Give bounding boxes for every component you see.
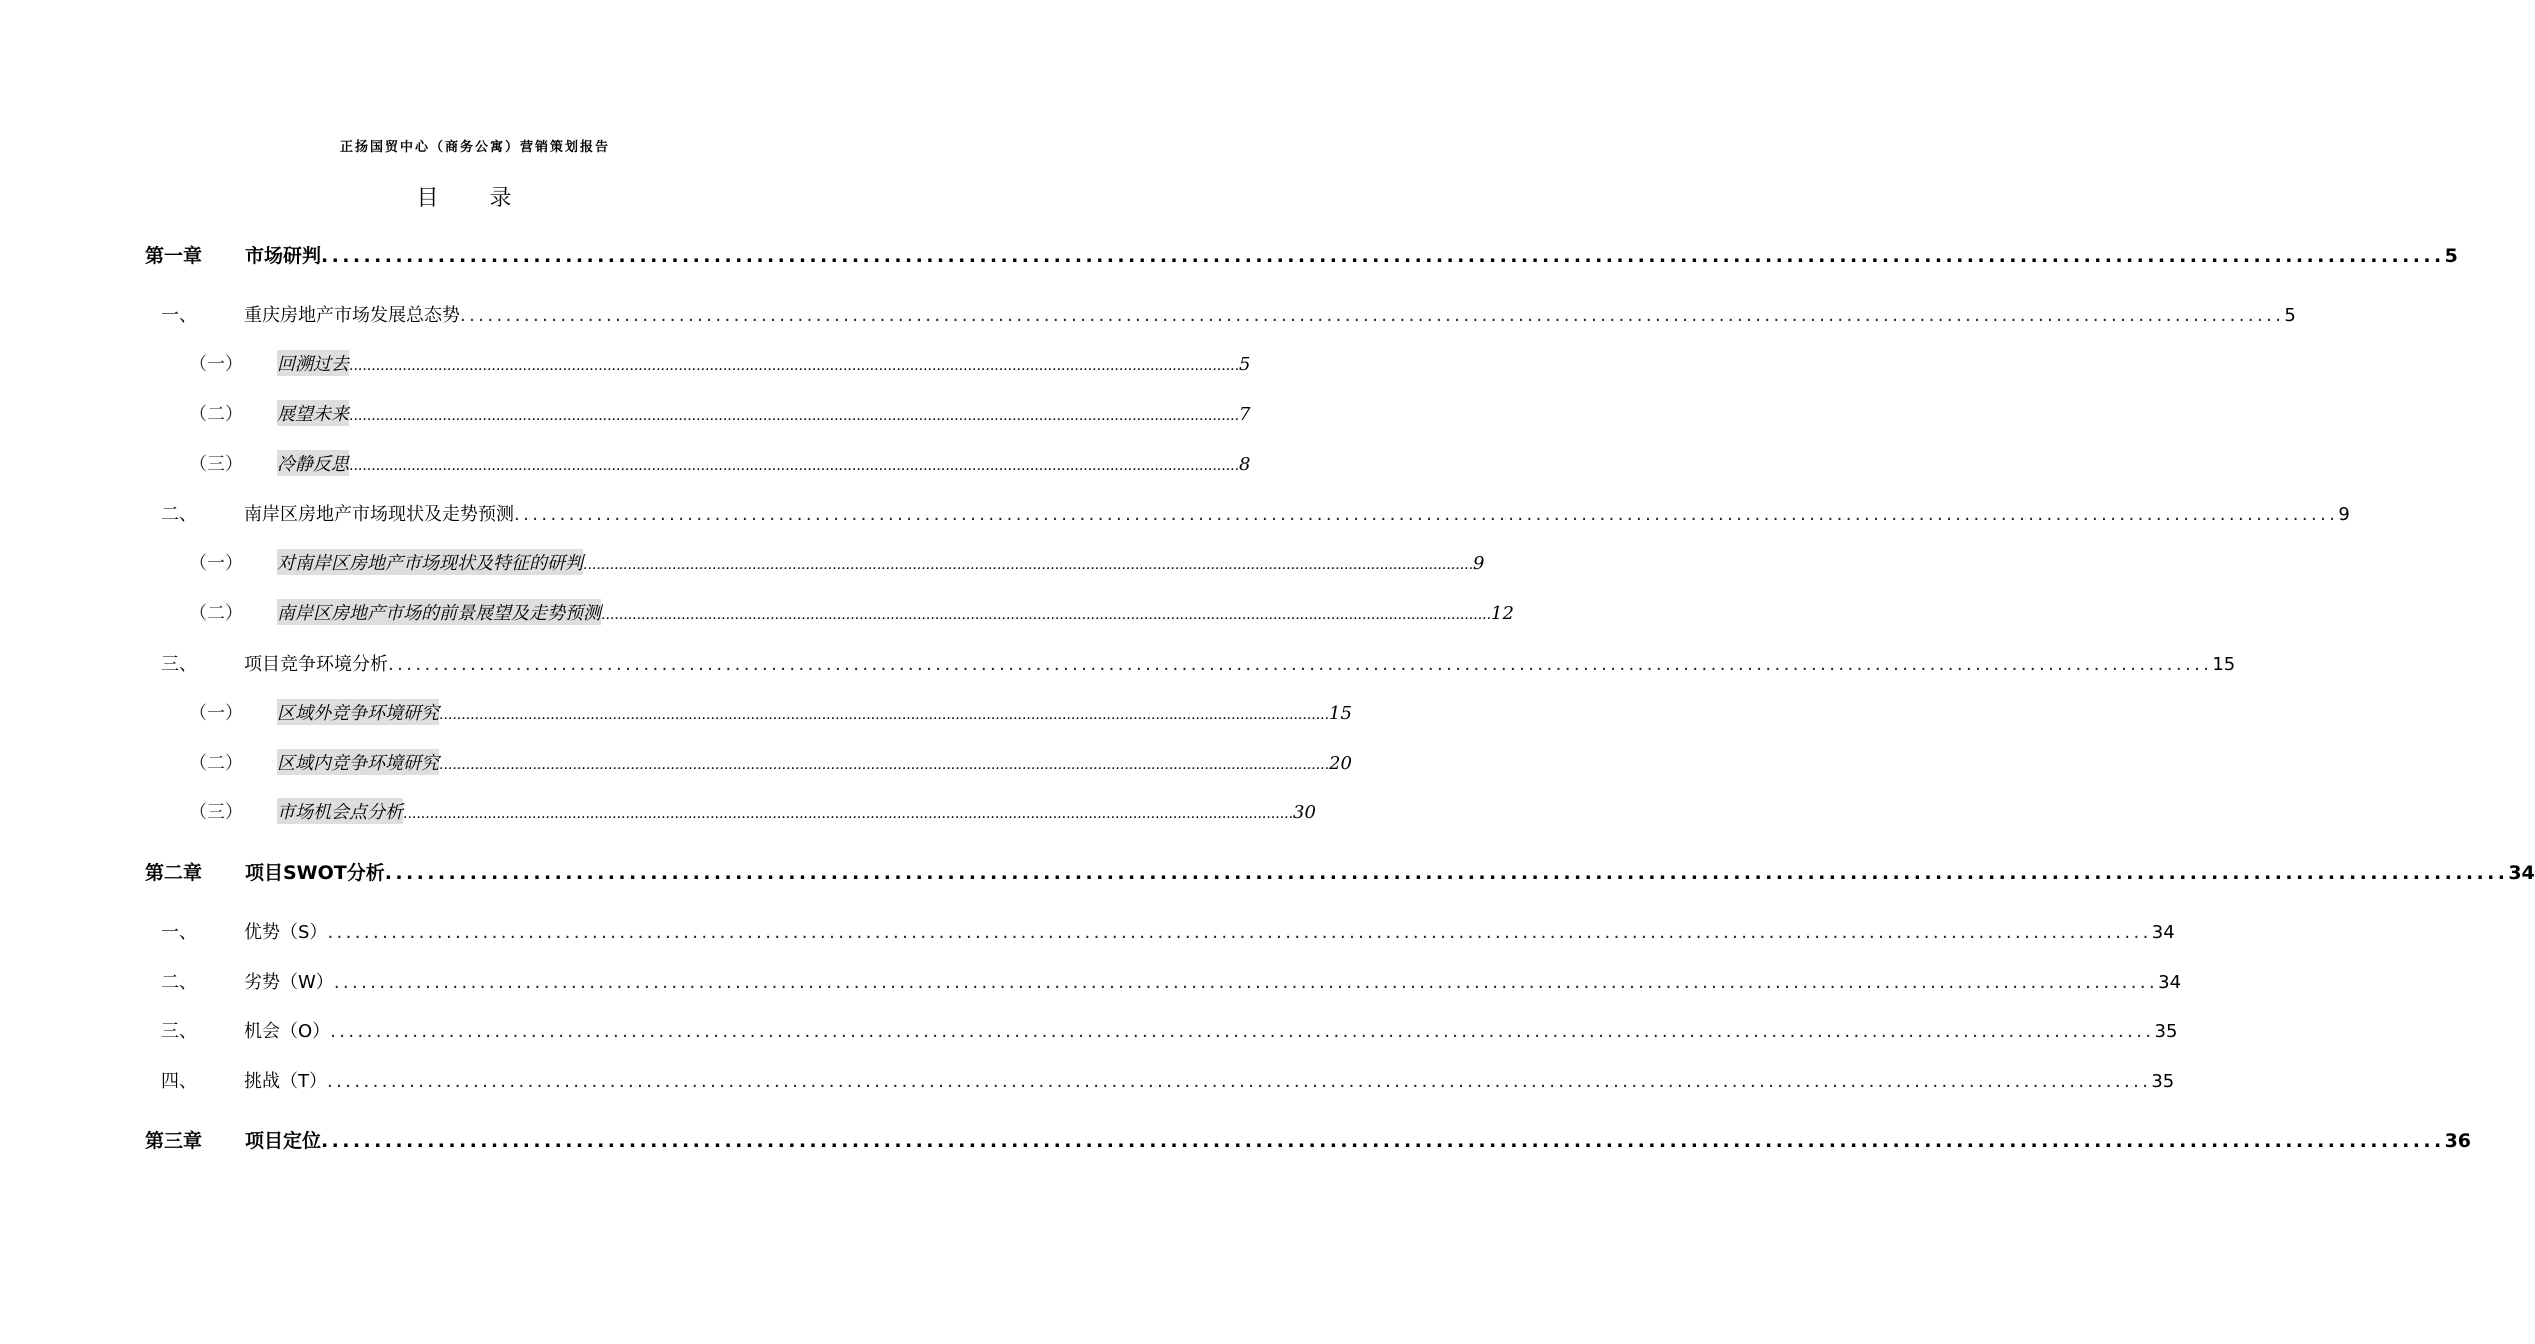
toc-entry-page: 5 — [2284, 305, 2296, 326]
toc-entry-page: 7 — [1239, 404, 1251, 425]
toc-entry-title: 项目SWOT分析 — [245, 862, 385, 884]
toc-entry-number: （二） — [189, 753, 243, 774]
toc-entry-number: （一） — [189, 553, 243, 574]
toc-dot-leader: ........................................................................................................................................................................................................ — [384, 862, 2509, 884]
toc-entry-section[interactable] — [145, 1067, 2175, 1093]
toc-entry-title: 南岸区房地产市场的前景展望及走势预测 — [277, 599, 601, 625]
toc-entry-subsection[interactable] — [145, 400, 1251, 426]
toc-entry-number: （二） — [189, 603, 243, 624]
toc-entry-subsection[interactable] — [145, 549, 1485, 575]
toc-dot-leader: ........................................................................................................................................................................................................ — [327, 922, 2152, 943]
toc-entry-number: 三、 — [161, 654, 197, 675]
toc-dot-leader: ........................................................................................................................................................................................................ — [327, 1071, 2152, 1092]
toc-entry-number: （三） — [189, 454, 243, 475]
toc-entry-page: 35 — [2154, 1021, 2178, 1042]
toc-entry-page: 9 — [2338, 504, 2350, 525]
toc-entry-title: 优势（S） — [244, 922, 328, 943]
toc-entry-page: 34 — [2151, 922, 2175, 943]
toc-dot-leader: ........................................................................................................................................................................................................ — [439, 707, 1330, 723]
toc-entry-title: 劣势（W） — [244, 972, 334, 993]
toc-entry-number: （三） — [189, 802, 243, 823]
toc-entry-page: 34 — [2508, 862, 2535, 884]
toc-entry-title: 重庆房地产市场发展总态势 — [244, 305, 460, 326]
toc-entry-page: 12 — [1491, 603, 1514, 624]
toc-entry-title: 项目竞争环境分析 — [244, 654, 388, 675]
toc-entry-subsection[interactable] — [145, 798, 1316, 824]
toc-dot-leader: ........................................................................................................................................................................................................ — [439, 757, 1330, 773]
document-header-title: 正扬国贸中心（商务公寓）营销策划报告 — [339, 140, 610, 155]
toc-entry-section[interactable] — [145, 1017, 2178, 1043]
toc-entry-section[interactable] — [145, 968, 2182, 994]
toc-dot-leader: ........................................................................................................................................................................................................ — [403, 806, 1294, 822]
toc-dot-leader: ........................................................................................................................................................................................................ — [514, 504, 2339, 525]
toc-dot-leader: ........................................................................................................................................................................................................ — [321, 245, 2445, 267]
toc-entry-title: 机会（O） — [244, 1021, 331, 1042]
toc-entry-number: 第三章 — [145, 1130, 203, 1152]
toc-entry-chapter-1[interactable] — [145, 241, 2458, 268]
toc-entry-chapter-2[interactable] — [145, 858, 2535, 885]
toc-dot-leader: ........................................................................................................................................................................................................ — [321, 1130, 2445, 1152]
toc-entry-section[interactable] — [145, 500, 2350, 526]
toc-entry-title: 对南岸区房地产市场现状及特征的研判 — [277, 549, 583, 575]
toc-dot-leader: ........................................................................................................................................................................................................ — [349, 408, 1240, 424]
toc-entry-section[interactable] — [145, 918, 2175, 944]
toc-entry-chapter-3[interactable] — [145, 1126, 2472, 1153]
toc-entry-number: 第一章 — [145, 245, 203, 267]
toc-entry-page: 9 — [1473, 553, 1485, 574]
toc-entry-subsection[interactable] — [145, 699, 1352, 725]
toc-entry-page: 15 — [2212, 654, 2236, 675]
toc-entry-subsection[interactable] — [145, 450, 1251, 476]
toc-entry-subsection[interactable] — [145, 599, 1514, 625]
toc-entry-title: 区域内竞争环境研究 — [277, 749, 439, 775]
toc-dot-leader: ........................................................................................................................................................................................................ — [601, 607, 1492, 623]
toc-entry-page: 36 — [2444, 1130, 2472, 1152]
toc-entry-title: 市场研判 — [245, 245, 322, 267]
toc-dot-leader: ........................................................................................................................................................................................................ — [349, 458, 1240, 474]
toc-heading: 目 录 — [416, 186, 534, 211]
toc-entry-page: 15 — [1329, 703, 1352, 724]
toc-entry-section[interactable] — [145, 301, 2296, 327]
toc-entry-subsection[interactable] — [145, 749, 1352, 775]
toc-entry-number: （二） — [189, 404, 243, 425]
toc-entry-page: 34 — [2158, 972, 2182, 993]
toc-entry-title: 项目定位 — [245, 1130, 322, 1152]
toc-entry-page: 30 — [1293, 802, 1316, 823]
toc-entry-title: 挑战（T） — [244, 1071, 327, 1092]
toc-entry-page: 35 — [2151, 1071, 2175, 1092]
toc-entry-number: 二、 — [161, 972, 197, 993]
toc-dot-leader: ........................................................................................................................................................................................................ — [460, 305, 2285, 326]
toc-dot-leader: ........................................................................................................................................................................................................ — [349, 358, 1240, 374]
toc-entry-page: 8 — [1239, 454, 1251, 475]
toc-entry-title: 市场机会点分析 — [277, 798, 403, 824]
toc-dot-leader: ........................................................................................................................................................................................................ — [333, 972, 2159, 993]
toc-entry-title: 冷静反思 — [277, 450, 349, 476]
toc-entry-page: 20 — [1329, 753, 1352, 774]
toc-entry-title: 区域外竞争环境研究 — [277, 699, 439, 725]
toc-entry-page: 5 — [2444, 245, 2458, 267]
toc-entry-number: 三、 — [161, 1021, 197, 1042]
toc-entry-section[interactable] — [145, 650, 2236, 676]
toc-entry-page: 5 — [1239, 354, 1251, 375]
toc-entry-title: 回溯过去 — [277, 350, 349, 376]
toc-entry-title: 展望未来 — [277, 400, 349, 426]
toc-entry-title: 南岸区房地产市场现状及走势预测 — [244, 504, 514, 525]
toc-entry-number: 一、 — [161, 305, 197, 326]
toc-entry-number: 一、 — [161, 922, 197, 943]
toc-entry-number: 二、 — [161, 504, 197, 525]
toc-entry-number: 第二章 — [145, 862, 203, 884]
toc-entry-number: （一） — [189, 703, 243, 724]
toc-dot-leader: ........................................................................................................................................................................................................ — [583, 557, 1474, 573]
toc-entry-number: 四、 — [161, 1071, 197, 1092]
toc-entry-subsection[interactable] — [145, 350, 1251, 376]
toc-dot-leader: ........................................................................................................................................................................................................ — [388, 654, 2213, 675]
toc-entry-number: （一） — [189, 354, 243, 375]
toc-dot-leader: ........................................................................................................................................................................................................ — [330, 1021, 2155, 1042]
